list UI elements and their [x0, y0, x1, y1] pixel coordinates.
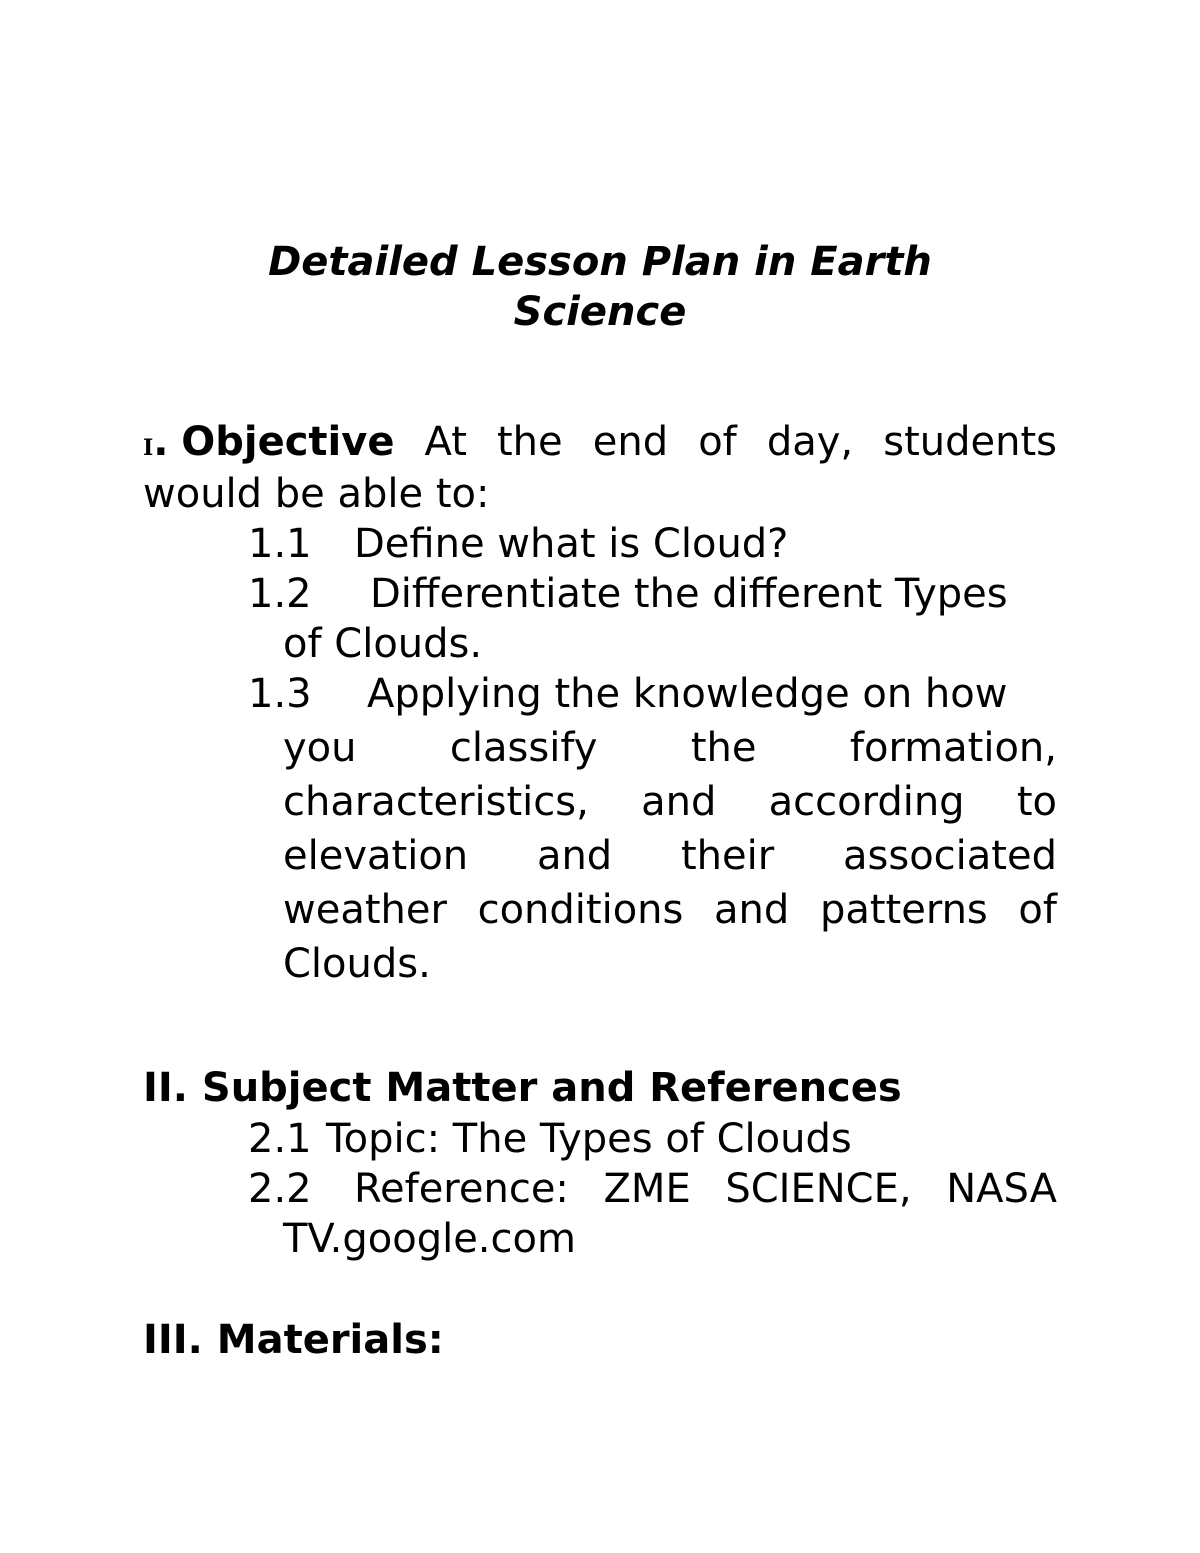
objective-item-text-continued: of Clouds. — [283, 621, 483, 667]
objective-item-number: 1.2 — [248, 571, 312, 617]
document-title-line-2: Science — [513, 289, 687, 335]
objective-item-text: Applying the knowledge on how — [367, 671, 1008, 717]
objective-intro-word: end — [592, 419, 669, 465]
word: Reference: — [354, 1166, 569, 1212]
word: formation, — [849, 725, 1057, 771]
word: SCIENCE, — [725, 1166, 912, 1212]
word: of — [1018, 887, 1057, 933]
subject-item-text: Topic: The Types of Clouds — [326, 1116, 852, 1162]
word: patterns — [819, 887, 988, 933]
document-title-line-1: Detailed Lesson Plan in Earth — [268, 239, 932, 285]
subject-item-number: 2.2 — [248, 1166, 312, 1212]
objective-item-number: 1.1 — [248, 521, 312, 567]
word: according — [768, 779, 965, 825]
word: the — [690, 725, 757, 771]
objective-intro-word: day, — [766, 419, 854, 465]
materials-heading: III. Materials: — [143, 1317, 444, 1363]
subject-item-text-continued: TV.google.com — [283, 1216, 576, 1262]
objective-intro-word: of — [698, 419, 737, 465]
word: elevation — [283, 833, 469, 879]
objective-item-line — [283, 776, 1057, 828]
objective-item-line — [283, 830, 1057, 882]
objective-dot: . — [153, 419, 169, 465]
word: their — [681, 833, 775, 879]
word: and — [641, 779, 717, 825]
word: you — [283, 725, 357, 771]
objective-intro-continued: would be able to: — [143, 471, 490, 517]
word: and — [536, 833, 613, 879]
objective-item-line — [283, 722, 1057, 774]
objective-intro-word: At — [424, 419, 467, 465]
objective-item-last-line: Clouds. — [283, 941, 431, 987]
word: classify — [449, 725, 598, 771]
objective-item-line — [283, 884, 1057, 936]
objective-numeral: I — [143, 435, 154, 461]
word: ZME — [603, 1166, 691, 1212]
word: NASA — [946, 1166, 1057, 1212]
objective-item-number: 1.3 — [248, 671, 312, 717]
word: weather — [283, 887, 447, 933]
objective-heading — [143, 416, 394, 474]
subject-matter-heading: II. Subject Matter and References — [143, 1065, 902, 1111]
word: characteristics, — [283, 779, 589, 825]
word: and — [714, 887, 790, 933]
objective-heading-line — [143, 416, 1057, 474]
word: associated — [843, 833, 1057, 879]
word: to — [1016, 779, 1057, 825]
objective-item-text: Define what is Cloud? — [354, 521, 789, 567]
objective-intro-word: students — [883, 419, 1057, 465]
objective-item-text: Differentiate the different Types — [370, 571, 1008, 617]
word: conditions — [477, 887, 684, 933]
subject-item-reference-line — [354, 1163, 1057, 1215]
subject-item-number: 2.1 — [248, 1116, 312, 1162]
objective-label: Objective — [181, 419, 395, 465]
objective-intro-word: the — [496, 419, 563, 465]
